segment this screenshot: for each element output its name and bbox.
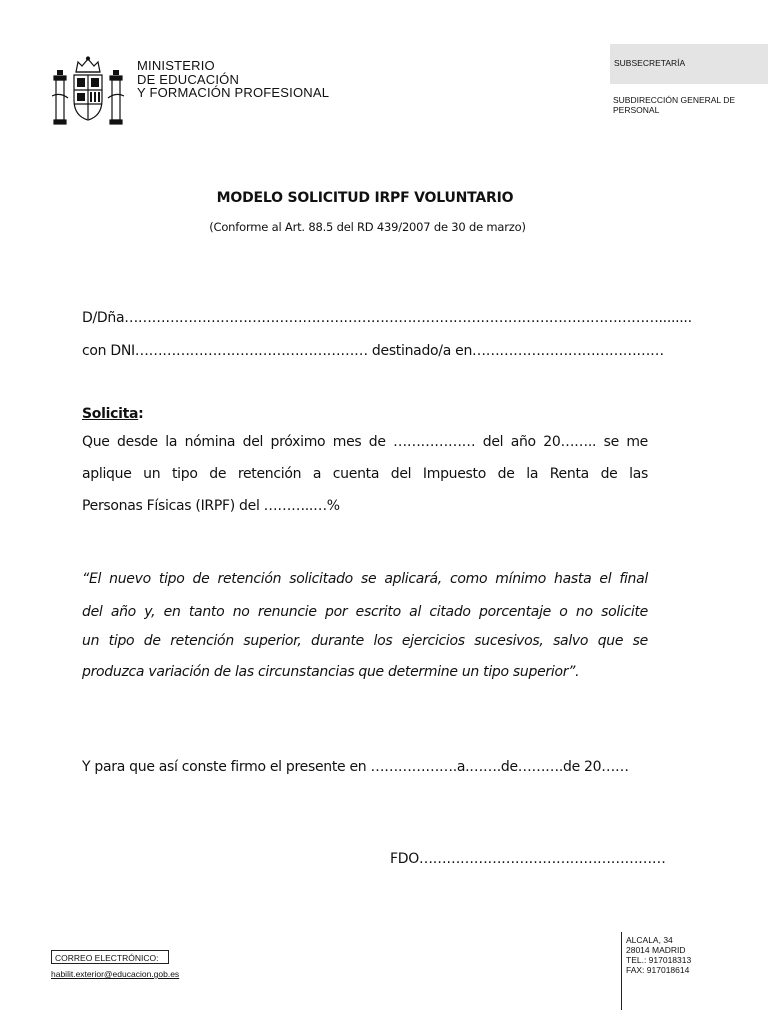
quote-line-4: produzca variación de las circunstancias que determine un tipo superior”. — [82, 664, 580, 680]
subsecretaria-label: SUBSECRETARÍA — [614, 58, 686, 68]
dni-line: con DNI…………………………………………… destinado/a en…………………………………… — [82, 343, 664, 359]
quote-line-3: un tipo de retención superior, durante los ejercicios sucesivos, salvo que se — [82, 633, 648, 649]
ministry-line-1: MINISTERIO — [137, 58, 215, 73]
solicita-label: Solicita — [82, 406, 139, 422]
name-line: D/Dña………………………………………………………………………………………………………........ — [82, 310, 692, 326]
quote-line-2: del año y, en tanto no renuncie por escrito al citado porcentaje o no solicite — [82, 604, 648, 620]
ministry-line-2: DE EDUCACIÓN — [137, 71, 240, 87]
address-block — [626, 935, 691, 975]
address-line-1: ALCALA, 34 — [626, 935, 673, 945]
ministry-line-3: Y FORMACIÓN PROFESIONAL — [137, 85, 330, 100]
quote-line-1: “El nuevo tipo de retención solicitado se aplicará, como mínimo hasta el final — [82, 571, 648, 587]
email-label: CORREO ELECTRÓNICO: — [55, 953, 159, 963]
address-line-4: FAX: 917018614 — [626, 965, 690, 975]
coat-of-arms-icon — [48, 56, 128, 130]
email-label-box — [51, 950, 169, 964]
document-subtitle: (Conforme al Art. 88.5 del RD 439/2007 de 30 de marzo) — [209, 220, 526, 234]
document-title: MODELO SOLICITUD IRPF VOLUNTARIO — [216, 190, 514, 206]
address-divider — [621, 932, 622, 1010]
request-line-3: Personas Físicas (IRPF) del ………..…% — [82, 498, 340, 514]
address-line-2: 28014 MADRID — [626, 945, 686, 955]
email-link[interactable]: habilit.exterior@educacion.gob.es — [51, 969, 180, 979]
request-line-2: aplique un tipo de retención a cuenta del Impuesto de la Renta de las — [82, 466, 648, 482]
solicita-heading — [82, 406, 143, 422]
signature-place-date-line: Y para que así conste firmo el presente en ……………….a.…….de……….de 20…… — [82, 759, 629, 775]
subdireccion-label: SUBDIRECCIÓN GENERAL DE PERSONAL — [613, 95, 736, 115]
address-line-3: TEL.: 917018313 — [626, 955, 692, 965]
ministry-name — [137, 59, 329, 100]
signature-line: FDO……………………………………………… — [390, 851, 666, 867]
subsecretaria-box — [610, 44, 768, 84]
solicita-colon: : — [138, 406, 144, 422]
request-line-1: Que desde la nómina del próximo mes de ……………… del año 20…….. se me — [82, 434, 648, 450]
